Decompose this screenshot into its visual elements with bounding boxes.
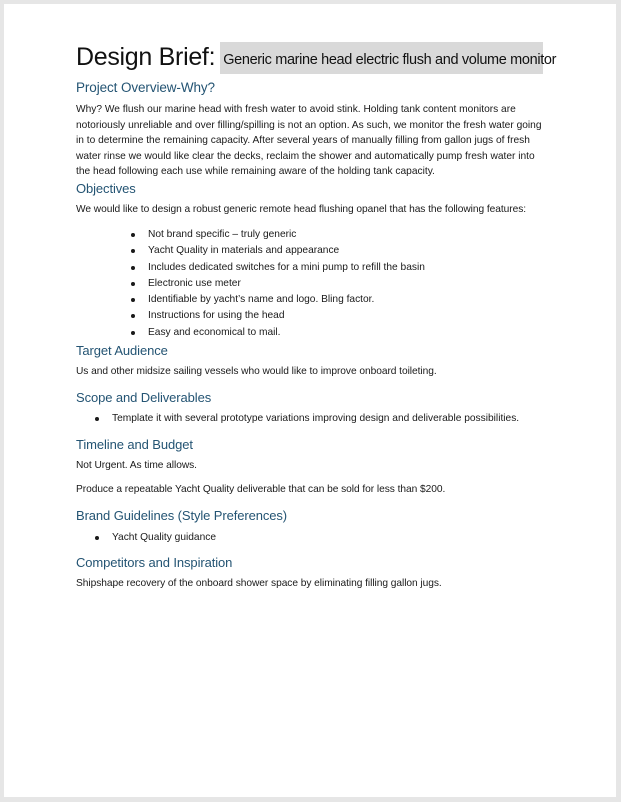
- heading-project-overview: Project Overview-Why?: [76, 80, 215, 95]
- list-item-text: Includes dedicated switches for a mini pump to refill the basin: [148, 261, 425, 273]
- overview-paragraph: [76, 102, 574, 180]
- list-item: [148, 227, 425, 243]
- budget-text: Produce a repeatable Yacht Quality deliverable that can be sold for less than $200.: [76, 484, 446, 495]
- bullet-icon: [131, 266, 135, 270]
- list-item: [148, 308, 425, 324]
- list-item: [112, 530, 216, 546]
- document-page: [4, 4, 616, 797]
- list-item-text: Electronic use meter: [148, 277, 241, 289]
- bullet-icon: [95, 417, 99, 421]
- document-title: Design Brief:: [76, 43, 216, 71]
- overview-line: notoriously unreliable and over filling/spilling is not an option. As such, we monitor the fresh water going: [76, 119, 542, 131]
- bullet-icon: [131, 233, 135, 237]
- overview-line: water rinse we would like clear the decks, reclaim the shower and automatically pump fresh water into: [76, 150, 535, 162]
- brand-list: [112, 530, 216, 546]
- bullet-icon: [95, 536, 99, 540]
- bullet-icon: [131, 282, 135, 286]
- list-item: [112, 411, 519, 427]
- list-item: [148, 325, 425, 341]
- timeline-text: Not Urgent. As time allows.: [76, 460, 197, 471]
- heading-timeline-budget: Timeline and Budget: [76, 437, 193, 452]
- heading-objectives: Objectives: [76, 181, 136, 196]
- audience-text: Us and other midsize sailing vessels who would like to improve onboard toileting.: [76, 366, 437, 377]
- list-item: [148, 292, 425, 308]
- competitors-text: Shipshape recovery of the onboard shower space by eliminating filling gallon jugs.: [76, 578, 442, 589]
- list-item: [148, 243, 425, 259]
- document-subtitle-highlighted: Generic marine head electric flush and volume monitor: [220, 42, 543, 74]
- list-item-text: Yacht Quality in materials and appearance: [148, 245, 340, 257]
- heading-brand-guidelines: Brand Guidelines (Style Preferences): [76, 508, 288, 523]
- list-item: [148, 260, 425, 276]
- list-item-text: Template it with several prototype variations improving design and deliverable possibilities.: [112, 413, 520, 424]
- list-item: [148, 276, 425, 292]
- objectives-intro: We would like to design a robust generic remote head flushing opanel that has the following features:: [76, 204, 527, 215]
- bullet-icon: [131, 314, 135, 318]
- list-item-text: Yacht Quality guidance: [112, 532, 217, 543]
- heading-target-audience: Target Audience: [76, 343, 168, 358]
- scope-list: [112, 411, 519, 427]
- heading-scope-deliverables: Scope and Deliverables: [76, 390, 212, 405]
- bullet-icon: [131, 249, 135, 253]
- title-row: [76, 38, 557, 74]
- overview-line: the head following each use while remaining aware of the holding tank capacity.: [76, 166, 435, 178]
- list-item-text: Not brand specific – truly generic: [148, 229, 297, 240]
- bullet-icon: [131, 298, 135, 302]
- list-item-text: Identifiable by yacht’s name and logo. Bling factor.: [148, 294, 375, 306]
- bullet-icon: [131, 331, 135, 335]
- heading-competitors-inspiration: Competitors and Inspiration: [76, 555, 233, 570]
- list-item-text: Instructions for using the head: [148, 310, 285, 322]
- overview-line: in to determine the remaining capacity. After several years of manually filling from gallon jugs of fresh: [76, 135, 530, 147]
- objectives-list: [148, 227, 425, 341]
- overview-line: Why? We flush our marine head with fresh water to avoid stink. Holding tank content monitors are: [76, 104, 516, 115]
- list-item-text: Easy and economical to mail.: [148, 326, 281, 338]
